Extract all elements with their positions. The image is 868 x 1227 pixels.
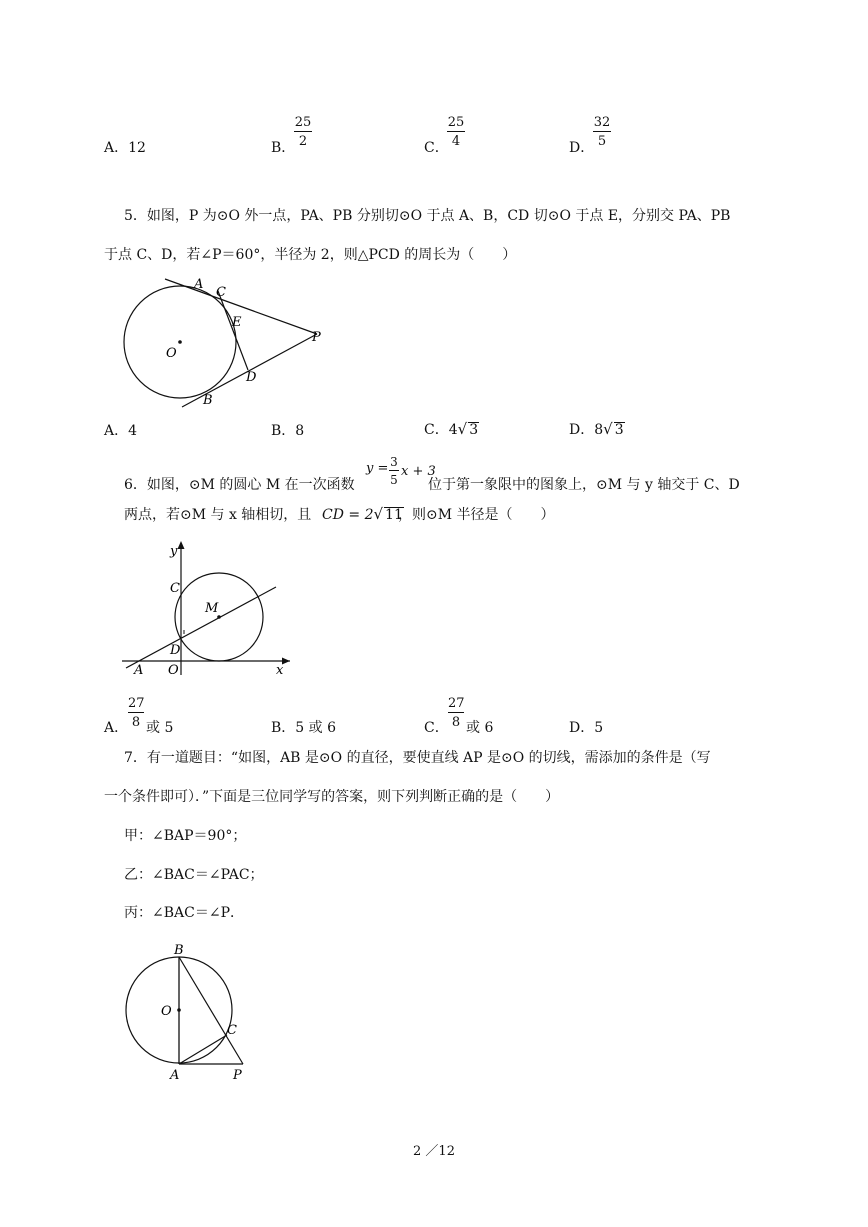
q6-label-o: O bbox=[168, 663, 179, 678]
q4-option-a-label: A． bbox=[104, 140, 129, 156]
q4-option-a-value: 12 bbox=[128, 140, 146, 156]
q5-label-b: B bbox=[203, 393, 213, 408]
q5-label-c: C bbox=[216, 285, 226, 300]
q6-func-fraction: 3 5 bbox=[390, 455, 398, 487]
q5-label-o: O bbox=[166, 346, 177, 361]
q4-option-d-fraction: 32 5 bbox=[593, 115, 611, 149]
q7-label-o: O bbox=[161, 1004, 172, 1019]
q6-line-function bbox=[126, 587, 276, 668]
q4-option-d-label: D． bbox=[569, 140, 595, 156]
q5-center-dot bbox=[178, 340, 182, 344]
q6-option-c-suffix: 或 6 bbox=[466, 720, 494, 736]
q7-line-bp bbox=[179, 957, 243, 1064]
q6-option-d: D．5 bbox=[569, 720, 604, 736]
q7-answer-jia: 甲：∠BAP＝90°； bbox=[124, 828, 247, 844]
q6-func-rest: x + 3 bbox=[401, 464, 436, 479]
q4-option-b-label: B． bbox=[271, 140, 296, 156]
q7-label-p: P bbox=[233, 1068, 242, 1083]
q6-label-y: y bbox=[170, 544, 178, 559]
q7-answer-yi: 乙：∠BAC＝∠PAC； bbox=[124, 867, 264, 883]
q7-stem-line1: 7．有一道题目：“如图，AB 是⊙O 的直径，要使直线 AP 是⊙O 的切线，需添加的条件是（写 bbox=[124, 750, 711, 766]
q6-option-a-suffix: 或 5 bbox=[146, 720, 174, 736]
q6-stem-line1-post: 位于第一象限中的图象上，⊙M 与 y 轴交于 C、D bbox=[428, 477, 740, 493]
q6-figure bbox=[118, 535, 298, 680]
q6-option-b: B．5 或 6 bbox=[271, 720, 337, 736]
q5-label-a: A bbox=[194, 277, 204, 292]
q7-center-dot bbox=[177, 1008, 181, 1012]
q7-figure bbox=[115, 938, 265, 1086]
q5-option-a: A．4 bbox=[104, 423, 138, 439]
q5-label-e: E bbox=[232, 315, 242, 330]
q7-chord-ac bbox=[179, 1035, 227, 1064]
q5-option-b: B．8 bbox=[271, 423, 305, 439]
q6-option-a-label: A． bbox=[104, 720, 129, 736]
q6-stem-line2-pre: 两点，若⊙M 与 x 轴相切，且 bbox=[124, 507, 312, 523]
q6-stem-line2-post: ，则⊙M 半径是（ ） bbox=[398, 507, 555, 523]
q7-answer-bing: 丙：∠BAC＝∠P． bbox=[124, 905, 244, 921]
q7-label-a: A bbox=[170, 1068, 180, 1083]
q6-label-x: x bbox=[276, 663, 284, 678]
q5-stem-line1: 5．如图，P 为⊙O 外一点，PA、PB 分别切⊙O 于点 A、B，CD 切⊙O 于点 E，分别交 PA、PB bbox=[124, 208, 731, 224]
q5-option-c: C．4√ 3 bbox=[424, 420, 479, 438]
q4-option-a bbox=[104, 141, 146, 155]
q6-label-c: C bbox=[170, 581, 180, 596]
q5-stem-line2: 于点 C、D，若∠P＝60°，半径为 2，则△PCD 的周长为（ ） bbox=[104, 247, 517, 263]
q7-label-c: C bbox=[227, 1023, 237, 1038]
q7-label-b: B bbox=[174, 943, 184, 958]
q4-option-c-fraction: 25 4 bbox=[447, 115, 465, 149]
page-number: 2 ／12 bbox=[413, 1144, 455, 1159]
q4-option-c-label: C． bbox=[424, 140, 449, 156]
q7-stem-line2: 一个条件即可）．”下面是三位同学写的答案，则下列判断正确的是（ ） bbox=[104, 789, 560, 805]
q5-option-d: D．8√ 3 bbox=[569, 420, 624, 438]
q6-label-a: A bbox=[134, 663, 144, 678]
q6-label-d: D bbox=[170, 643, 181, 658]
q6-option-c-label: C． bbox=[424, 720, 449, 736]
q5-label-d: D bbox=[246, 370, 257, 385]
q6-option-a-fraction: 27 8 bbox=[128, 696, 145, 730]
q6-label-m: M bbox=[205, 601, 219, 616]
q6-option-c-fraction: 27 8 bbox=[448, 696, 465, 730]
q5-figure bbox=[110, 270, 340, 415]
q6-cd-expression: CD = 2√ 11 bbox=[322, 505, 403, 523]
q4-option-b-fraction: 25 2 bbox=[294, 115, 312, 149]
q6-func-y: y = bbox=[366, 461, 389, 476]
q5-label-p: P bbox=[312, 330, 321, 345]
q6-stem-line1-pre: 6．如图，⊙M 的圆心 M 在一次函数 bbox=[124, 477, 355, 493]
